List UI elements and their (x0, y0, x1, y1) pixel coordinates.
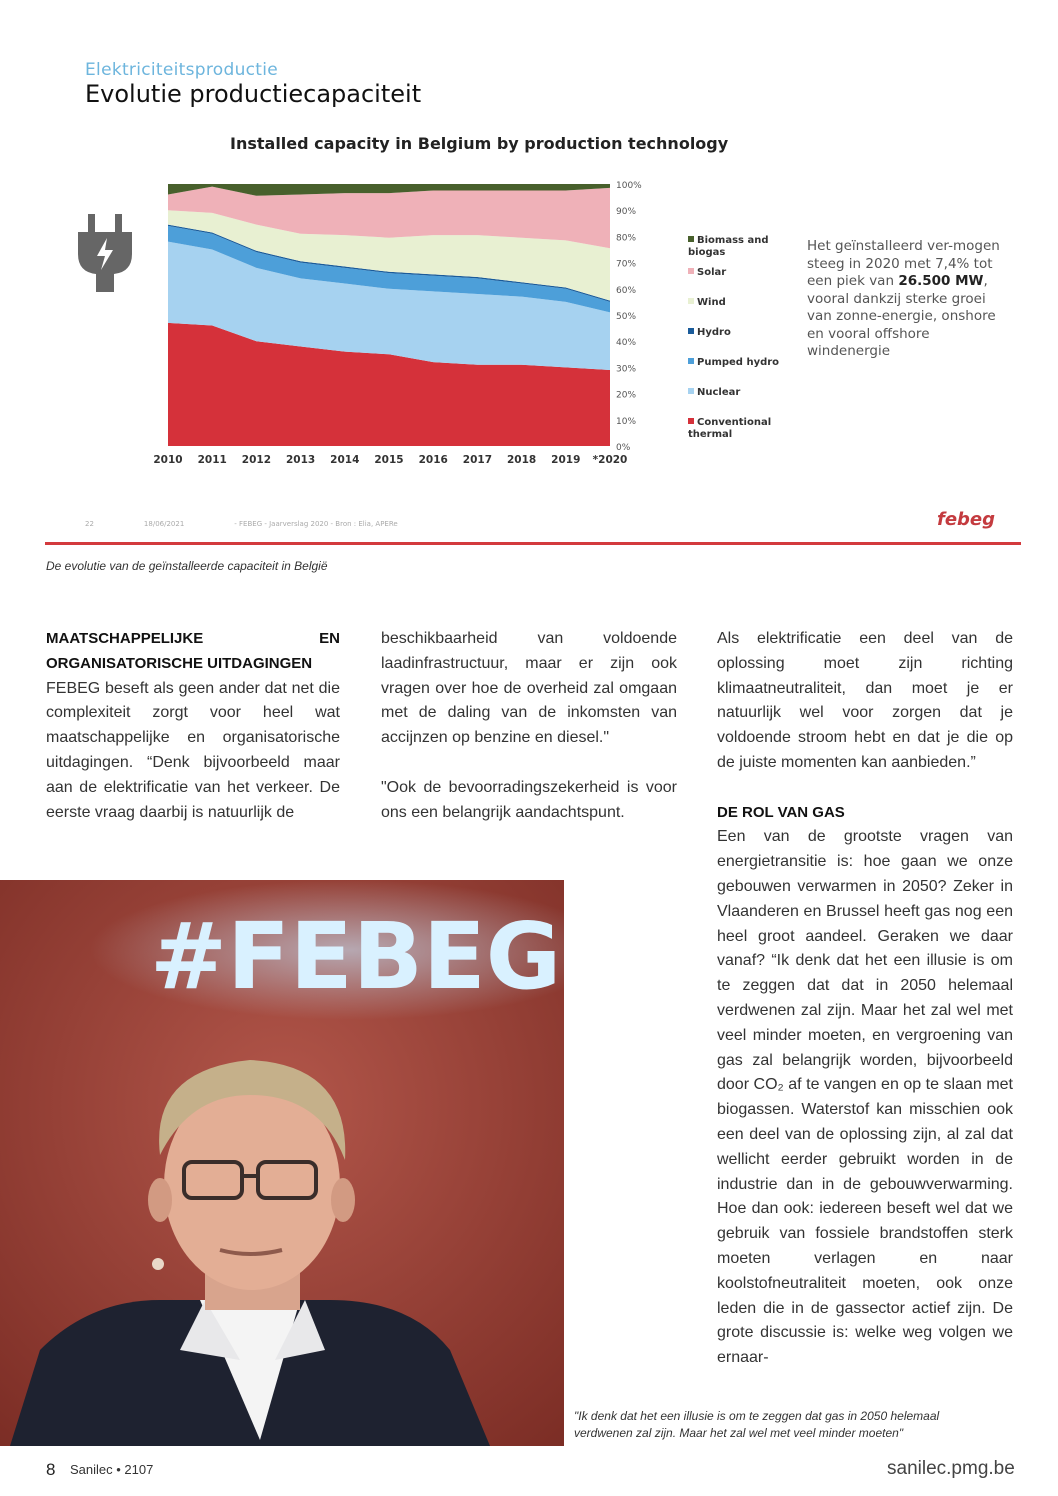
x-tick-label: 2014 (330, 454, 360, 466)
x-tick-label: 2012 (241, 454, 272, 466)
legend-swatch (688, 268, 694, 274)
y-tick-label: 0% (616, 443, 631, 453)
slide-title: Evolutie productiecapaciteit (85, 80, 422, 108)
y-tick-label: 40% (616, 338, 637, 349)
chart-y-ticks (616, 181, 642, 453)
paragraph: Een van de grootste vragen van energietransitie is: hoe gaan we onze gebouwen verwarmen in 2050? Zeker in Vlaanderen en Brussel heeft gas nog een heel groot aandeel. Geraken we daar vanaf? “Ik denk dat het een illusie is om te zeggen dat dat in 2050 helemaal verdwenen zal zijn. Maar het zal wel met veel minder moeten, en vergroening van gas zal belangrijk worden, bijvoorbeeld door CO₂ af te vangen en op te slaan met biogassen. Waterstof kan misschien ook een deel van de oplossing zijn, al zal dat wellicht eerder gebruikt worden in de industrie dan in de gebouwverwarming. Hoe dan ook: iedereen beseft wel dat we gebruik van fossiele brandstoffen sterk moeten verlagen en naar koolstofneutraliteit moeten, ook onze leden die in de gassector actief zijn. De grote discussie is: welke weg volgen we ernaar- (717, 828, 1013, 1367)
legend-label: Pumped hydro (697, 357, 780, 368)
paragraph: beschikbaarheid van voldoende laadinfrastructuur, maar er zijn ook vragen over hoe de overheid zal omgaan met de daling van de inkomsten van accijnzen op benzine en diesel." (381, 630, 677, 747)
power-plug-icon (74, 212, 136, 294)
chart-title: Installed capacity in Belgium by production technology (230, 134, 729, 153)
legend-item (688, 235, 798, 259)
figure-caption: De evolutie van de geïnstalleerde capaciteit in België (46, 559, 328, 573)
legend-item (688, 387, 798, 399)
speaker-photo-illustration (0, 880, 564, 1446)
paragraph: "Ook de bevoorradingszekerheid is voor ons een belangrijk aandachtspunt. (381, 778, 677, 821)
magazine-issue: Sanilec • 2107 (70, 1462, 154, 1477)
y-tick-label: 80% (616, 233, 637, 244)
legend-item (688, 297, 798, 309)
legend-swatch (688, 418, 694, 424)
x-tick-label: 2013 (285, 454, 316, 466)
chart-areas (168, 184, 610, 446)
legend-label: Hydro (697, 327, 731, 338)
legend-swatch (688, 358, 694, 364)
article-column-1 (46, 627, 340, 825)
slide-date: 18/06/2021 (143, 520, 185, 528)
slide-source: - FEBEG - Jaarverslag 2020 - Bron : Elia, APERe (234, 520, 398, 528)
slide-page-number: 22 (85, 520, 94, 528)
hashtag-text: #FEBEG (150, 903, 562, 1010)
note-highlight-value: 26.500 MW (898, 273, 984, 289)
y-tick-label: 30% (616, 364, 637, 375)
paragraph: Als elektrificatie een deel van de oplossing moet zijn richting klimaatneutraliteit, dan moet je er natuurlijk wel voor zorgen dat je voldoende stroom hebt en dat je die op de juiste momenten kan aanbieden.” (717, 630, 1013, 771)
legend-label: Biomass and biogas (688, 235, 769, 258)
y-tick-label: 90% (616, 207, 637, 218)
speaker-photo (0, 880, 564, 1446)
x-tick-label: 2019 (551, 454, 581, 466)
y-tick-label: 70% (616, 259, 637, 270)
legend-item (688, 267, 798, 279)
x-tick-label: 2011 (197, 454, 227, 466)
legend-label: Conventional thermal (688, 417, 772, 440)
section-heading: DE ROL VAN GAS (717, 803, 845, 821)
legend-label: Solar (697, 267, 727, 278)
article-column-2 (381, 627, 677, 825)
chart-x-ticks (153, 454, 627, 466)
slide-footer (85, 520, 448, 528)
legend-swatch (688, 328, 694, 334)
photo-caption: "Ik denk dat het een illusie is om te zeggen dat gas in 2050 helemaal verdwenen zal zijn. Maar het zal wel met veel minder moeten" (574, 1409, 940, 1440)
legend-swatch (688, 388, 694, 394)
x-tick-label: *2020 (592, 454, 628, 466)
y-tick-label: 60% (616, 285, 637, 296)
note-text-1: Het geïnstalleerd ver-mogen steeg in 2020 met 7,4% tot een piek van (807, 238, 1000, 289)
x-tick-label: 2016 (418, 454, 448, 466)
section-heading: MAATSCHAPPELIJKE EN ORGANISATORISCHE UITDAGINGEN (46, 630, 340, 672)
page-number: 8 (46, 1460, 56, 1479)
article-column-3 (717, 627, 1013, 1371)
x-tick-label: 2017 (462, 454, 493, 466)
website-link[interactable]: sanilec.pmg.be (887, 1458, 1015, 1479)
note-text-2: , vooral dankzij sterke groei van zonne-energie, onshore en vooral offshore windenergie (807, 273, 996, 359)
legend-item (688, 327, 798, 339)
legend-swatch (688, 298, 694, 304)
y-tick-label: 20% (616, 390, 637, 401)
legend-item (688, 417, 798, 441)
paragraph: FEBEG beseft als geen ander dat net die complexiteit zorgt voor heel wat maatschappelijke en organisatorische uitdagingen. “Denk bijvoorbeeld maar aan de elektrificatie van het verkeer. De eerste vraag daarbij is natuurlijk de (46, 679, 340, 821)
divider (45, 542, 1021, 545)
y-tick-label: 100% (616, 181, 642, 191)
x-tick-label: 2015 (374, 454, 404, 466)
legend-label: Nuclear (697, 387, 741, 398)
slide-side-note (807, 238, 1007, 361)
x-tick-label: 2018 (506, 454, 537, 466)
stacked-area-chart (150, 172, 660, 472)
y-tick-label: 10% (616, 416, 637, 427)
legend-label: Wind (697, 297, 726, 308)
febeg-logo: febeg (937, 509, 996, 530)
y-tick-label: 50% (616, 312, 637, 322)
x-tick-label: 2010 (153, 454, 183, 466)
slide-kicker: Elektriciteitsproductie (85, 60, 279, 80)
legend-swatch (688, 236, 694, 242)
legend-item (688, 357, 798, 369)
